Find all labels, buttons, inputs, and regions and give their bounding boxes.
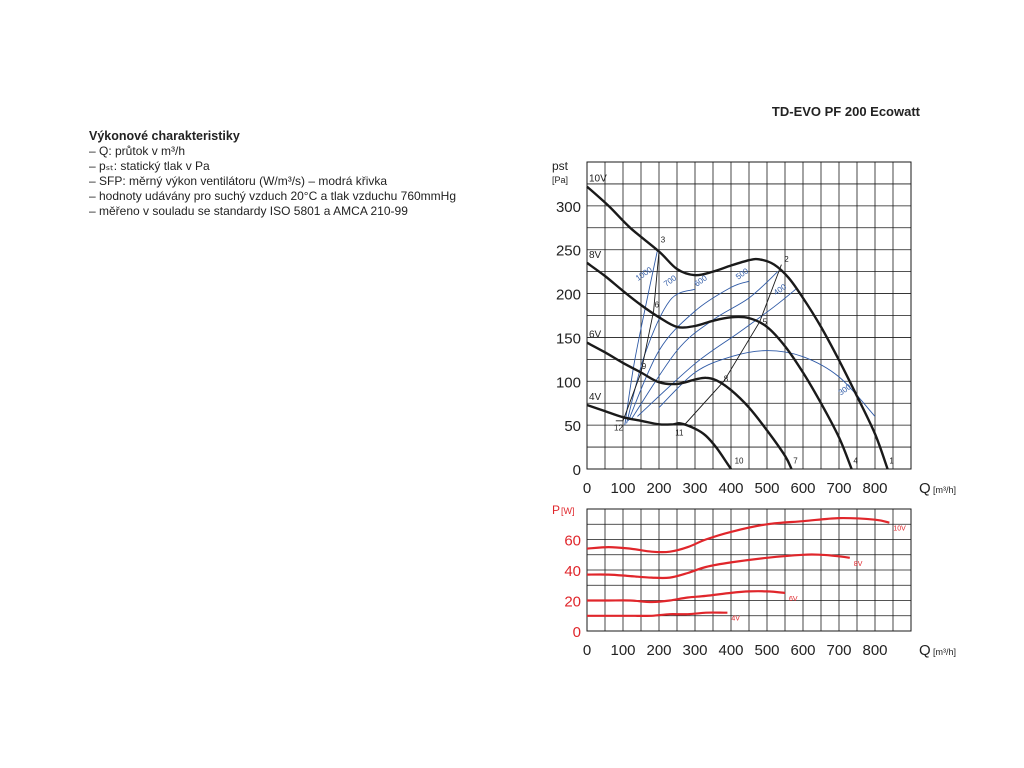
- description-line: – hodnoty udávány pro suchý vzduch 20°C a tlak vzduchu 760mmHg: [89, 189, 457, 203]
- x-tick-label: 100: [610, 642, 636, 659]
- y-axis-label: P: [552, 503, 561, 517]
- x-tick-label: 700: [826, 642, 852, 659]
- series-label: 8V: [589, 249, 602, 261]
- series-label: 8V: [853, 560, 863, 568]
- y-axis-label: pst: [552, 159, 569, 173]
- point-label: 10: [734, 456, 744, 466]
- x-tick-label: 800: [862, 642, 888, 659]
- series-label: 4V: [731, 615, 740, 623]
- description-line: – SFP: měrný výkon ventilátoru (W/m³/s) – modrá křivka: [89, 174, 388, 188]
- sfp-curve-label: 700: [662, 273, 679, 289]
- x-tick-label: 300: [682, 480, 708, 497]
- point-label: 2: [784, 254, 789, 264]
- x-tick-label: 400: [718, 642, 744, 659]
- x-tick-label: 500: [754, 480, 780, 497]
- pressure-curve-6V: [587, 343, 792, 469]
- y-tick-label: 60: [564, 532, 581, 550]
- sfp-curve-label: 300: [836, 382, 853, 398]
- model-title: TD-EVO PF 200 Ecowatt: [771, 104, 920, 119]
- x-tick-label: 0: [582, 480, 592, 497]
- sfp-curve-label: 1000: [634, 265, 654, 283]
- x-tick-label: 500: [754, 642, 780, 659]
- point-label: 6: [654, 300, 660, 310]
- description-heading: Výkonové charakteristiky: [89, 129, 240, 143]
- operating-line: [673, 265, 781, 426]
- y-tick-label: 100: [555, 374, 581, 392]
- x-tick-label: 800: [862, 480, 888, 497]
- x-tick-label: 200: [646, 642, 672, 659]
- sfp-curve-label: 500: [734, 266, 751, 282]
- sfp-curve-label: 400: [771, 282, 789, 298]
- y-tick-label: 50: [564, 418, 581, 436]
- sfp-curve-label: 600: [692, 273, 709, 289]
- x-tick-label: 200: [646, 480, 672, 497]
- point-label: 4: [853, 456, 858, 466]
- x-tick-label: 400: [718, 480, 744, 497]
- y-axis-unit: [W]: [561, 506, 575, 516]
- x-axis-label: Q: [919, 642, 931, 659]
- series-label: 4V: [589, 391, 602, 403]
- x-tick-label: 700: [826, 480, 852, 497]
- x-tick-label: 0: [582, 642, 592, 659]
- y-tick-label: 150: [555, 330, 581, 348]
- x-tick-label: 600: [790, 480, 816, 497]
- point-label: 8: [723, 374, 729, 384]
- sfp-curve: [637, 289, 795, 416]
- pressure-curve-10V: [587, 187, 888, 469]
- series-label: 10V: [589, 173, 607, 185]
- x-tick-label: 600: [790, 642, 816, 659]
- pressure-chart: [552, 159, 956, 497]
- series-label: 6V: [589, 329, 602, 341]
- y-tick-label: 250: [555, 242, 581, 260]
- y-axis-unit: [Pa]: [552, 175, 569, 185]
- point-label: 11: [675, 428, 684, 438]
- series-label: 6V: [789, 595, 798, 603]
- y-tick-label: 40: [564, 563, 581, 580]
- y-tick-label: 300: [555, 198, 581, 216]
- point-label: 5: [762, 317, 768, 327]
- point-label: 3: [660, 235, 666, 245]
- x-axis-unit: [m³/h]: [933, 485, 957, 495]
- power-chart: [552, 503, 956, 659]
- description-line: – pₛₜ: statický tlak v Pa: [89, 159, 210, 173]
- description-line: – měřeno v souladu se standardy ISO 5801 a AMCA 210-99: [89, 204, 408, 218]
- x-axis-label: Q: [919, 480, 931, 497]
- power-curve-8V: [587, 554, 850, 578]
- y-tick-label: 0: [572, 462, 581, 479]
- power-curve-10V: [587, 518, 889, 552]
- y-tick-label: 200: [555, 286, 581, 304]
- x-axis-unit: [m³/h]: [933, 647, 957, 657]
- x-tick-label: 100: [610, 480, 636, 497]
- description-line: – Q: průtok v m³/h: [89, 144, 186, 158]
- point-label: 12: [614, 423, 623, 433]
- point-label: 1: [889, 456, 894, 466]
- point-label: 7: [793, 456, 798, 466]
- series-label: 10V: [893, 525, 906, 533]
- y-tick-label: 20: [564, 593, 581, 611]
- point-label: 9: [641, 362, 647, 372]
- y-tick-label: 0: [572, 624, 581, 641]
- x-tick-label: 300: [682, 642, 708, 659]
